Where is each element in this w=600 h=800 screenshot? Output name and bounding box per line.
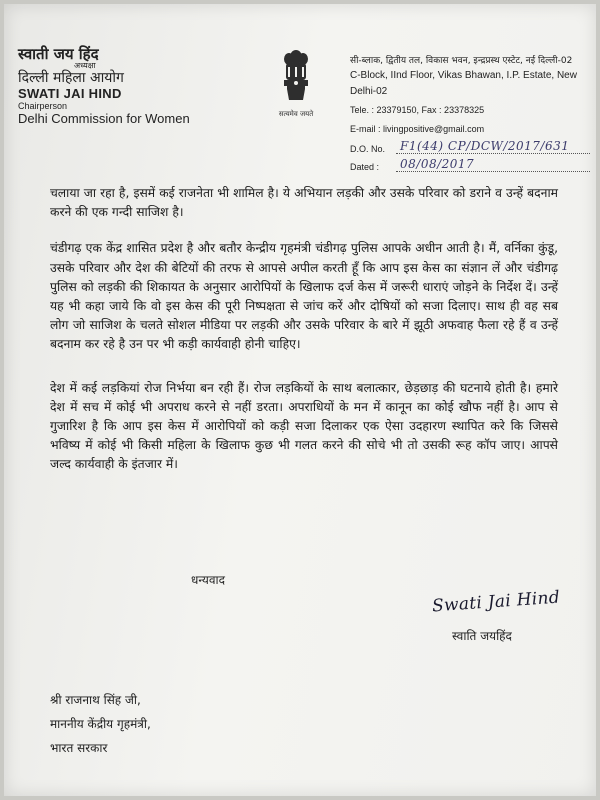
addressee-block [50,688,151,760]
sender-role-hindi: अध्यक्षा [74,61,96,70]
lion-capital-icon [281,50,311,108]
sender-role-english: Chairperson [18,101,68,111]
emblem-motto: सत्यमेव जयते [278,110,314,118]
body-paragraph-1: चलाया जा रहा है, इसमें कई राजनेता भी शामिल है। ये अभियान लड़की और उसके परिवार को डराने व उन्हें बदनाम करने की एक गन्दी साजिश है। [50,186,558,220]
letterhead-office [350,54,590,172]
handwritten-signature: Swati Jai Hind [431,587,561,617]
closing-thanks: धन्यवाद [191,573,226,587]
body-paragraph-3: देश में कई लड़कियां रोज निर्भया बन रही हैं। रोज लड़कियों के साथ बलात्कार, छेड़छाड़ की घटनाये होती है। हमारे देश में सच में कोई भी अपराध करने से नहीं डरता। अपराधियों के मन में कानून का कोई खौफ नहीं है। आप से गुजारिश है कि आप इस केस में आरोपियों को कड़ी सजा दिलाकर एक ऐसा उदहारण स्थापित करे कि जिससे भविष्य में कोई भी किसी महिला के खिलाफ कुछ भी गलत करने की सोचे भी तो उसकी रूह कॉप जाए। आपसे जल्द कार्यवाही के इंतजार में। [50,380,558,472]
telephone-fax: Tele. : 23379150, Fax : 23378325 [350,105,485,115]
addressee-designation: माननीय केंद्रीय गृहमंत्री, [50,717,151,731]
do-number-value: F1(44) CP/DCW/2017/631 [396,139,590,154]
signer-name: स्वाति जयहिंद [452,629,512,643]
email-address: E-mail : livingpositive@gmail.com [350,124,485,134]
sender-org-english: Delhi Commission for Women [18,111,190,126]
sender-name-english: SWATI JAI HIND [18,86,122,101]
sender-name-hindi: स्वाती जय हिंद [18,45,99,63]
address-hindi: सी-ब्लाक, द्वितीय तल, विकास भवन, इन्द्रप्रस्थ एस्टेट, नई दिल्ली-02 [350,56,573,66]
national-emblem [272,50,320,119]
sender-org-hindi: दिल्ली महिला आयोग [18,70,124,86]
letter-page [4,4,596,796]
addressee-organization: भारत सरकार [50,741,108,755]
do-number-row [350,139,590,154]
dated-row [350,157,590,172]
dated-label: Dated : [350,162,380,172]
letter-body [50,184,558,475]
letterhead-sender [18,46,248,126]
body-paragraph-2: चंडीगढ़ एक केंद्र शासित प्रदेश है और बतौर केन्द्रीय गृहमंत्री चंडीगढ़ पुलिस आपके अधीन आती है। मैं, वर्निका कुंडू, उसके परिवार और देश की बेटियों की तरफ से आपसे अपील करती हूँ कि आप इस केस का संज्ञान लें और चंडीगढ़ पुलिस को लड़की की शिकायत के अनुसार आरोपियों के खिलाफ दर्ज केस में जरूरी धाराएं जोड़ने के निर्देश दें। उन्हें यह भी कहा जाये कि वो इस केस की पूरी निष्पक्षता से जांच करें और दोषियों को सजा दिलाए। साथ ही वह सब लोग जो साजिश के चलते सोशल मीडिया पर लड़की और उसके परिवार के बारे में झूठी अफवाह फैला रहे हैं व उन्हें बदनाम कर रहे है उन पर भी कड़ी कार्यवाही होनी चाहिए। [50,241,558,352]
addressee-name: श्री राजनाथ सिंह जी, [50,693,141,707]
address-english: C-Block, IInd Floor, Vikas Bhawan, I.P. Estate, New Delhi-02 [350,70,577,97]
do-number-label: D.O. No. [350,144,386,154]
dated-value: 08/08/2017 [396,157,590,172]
